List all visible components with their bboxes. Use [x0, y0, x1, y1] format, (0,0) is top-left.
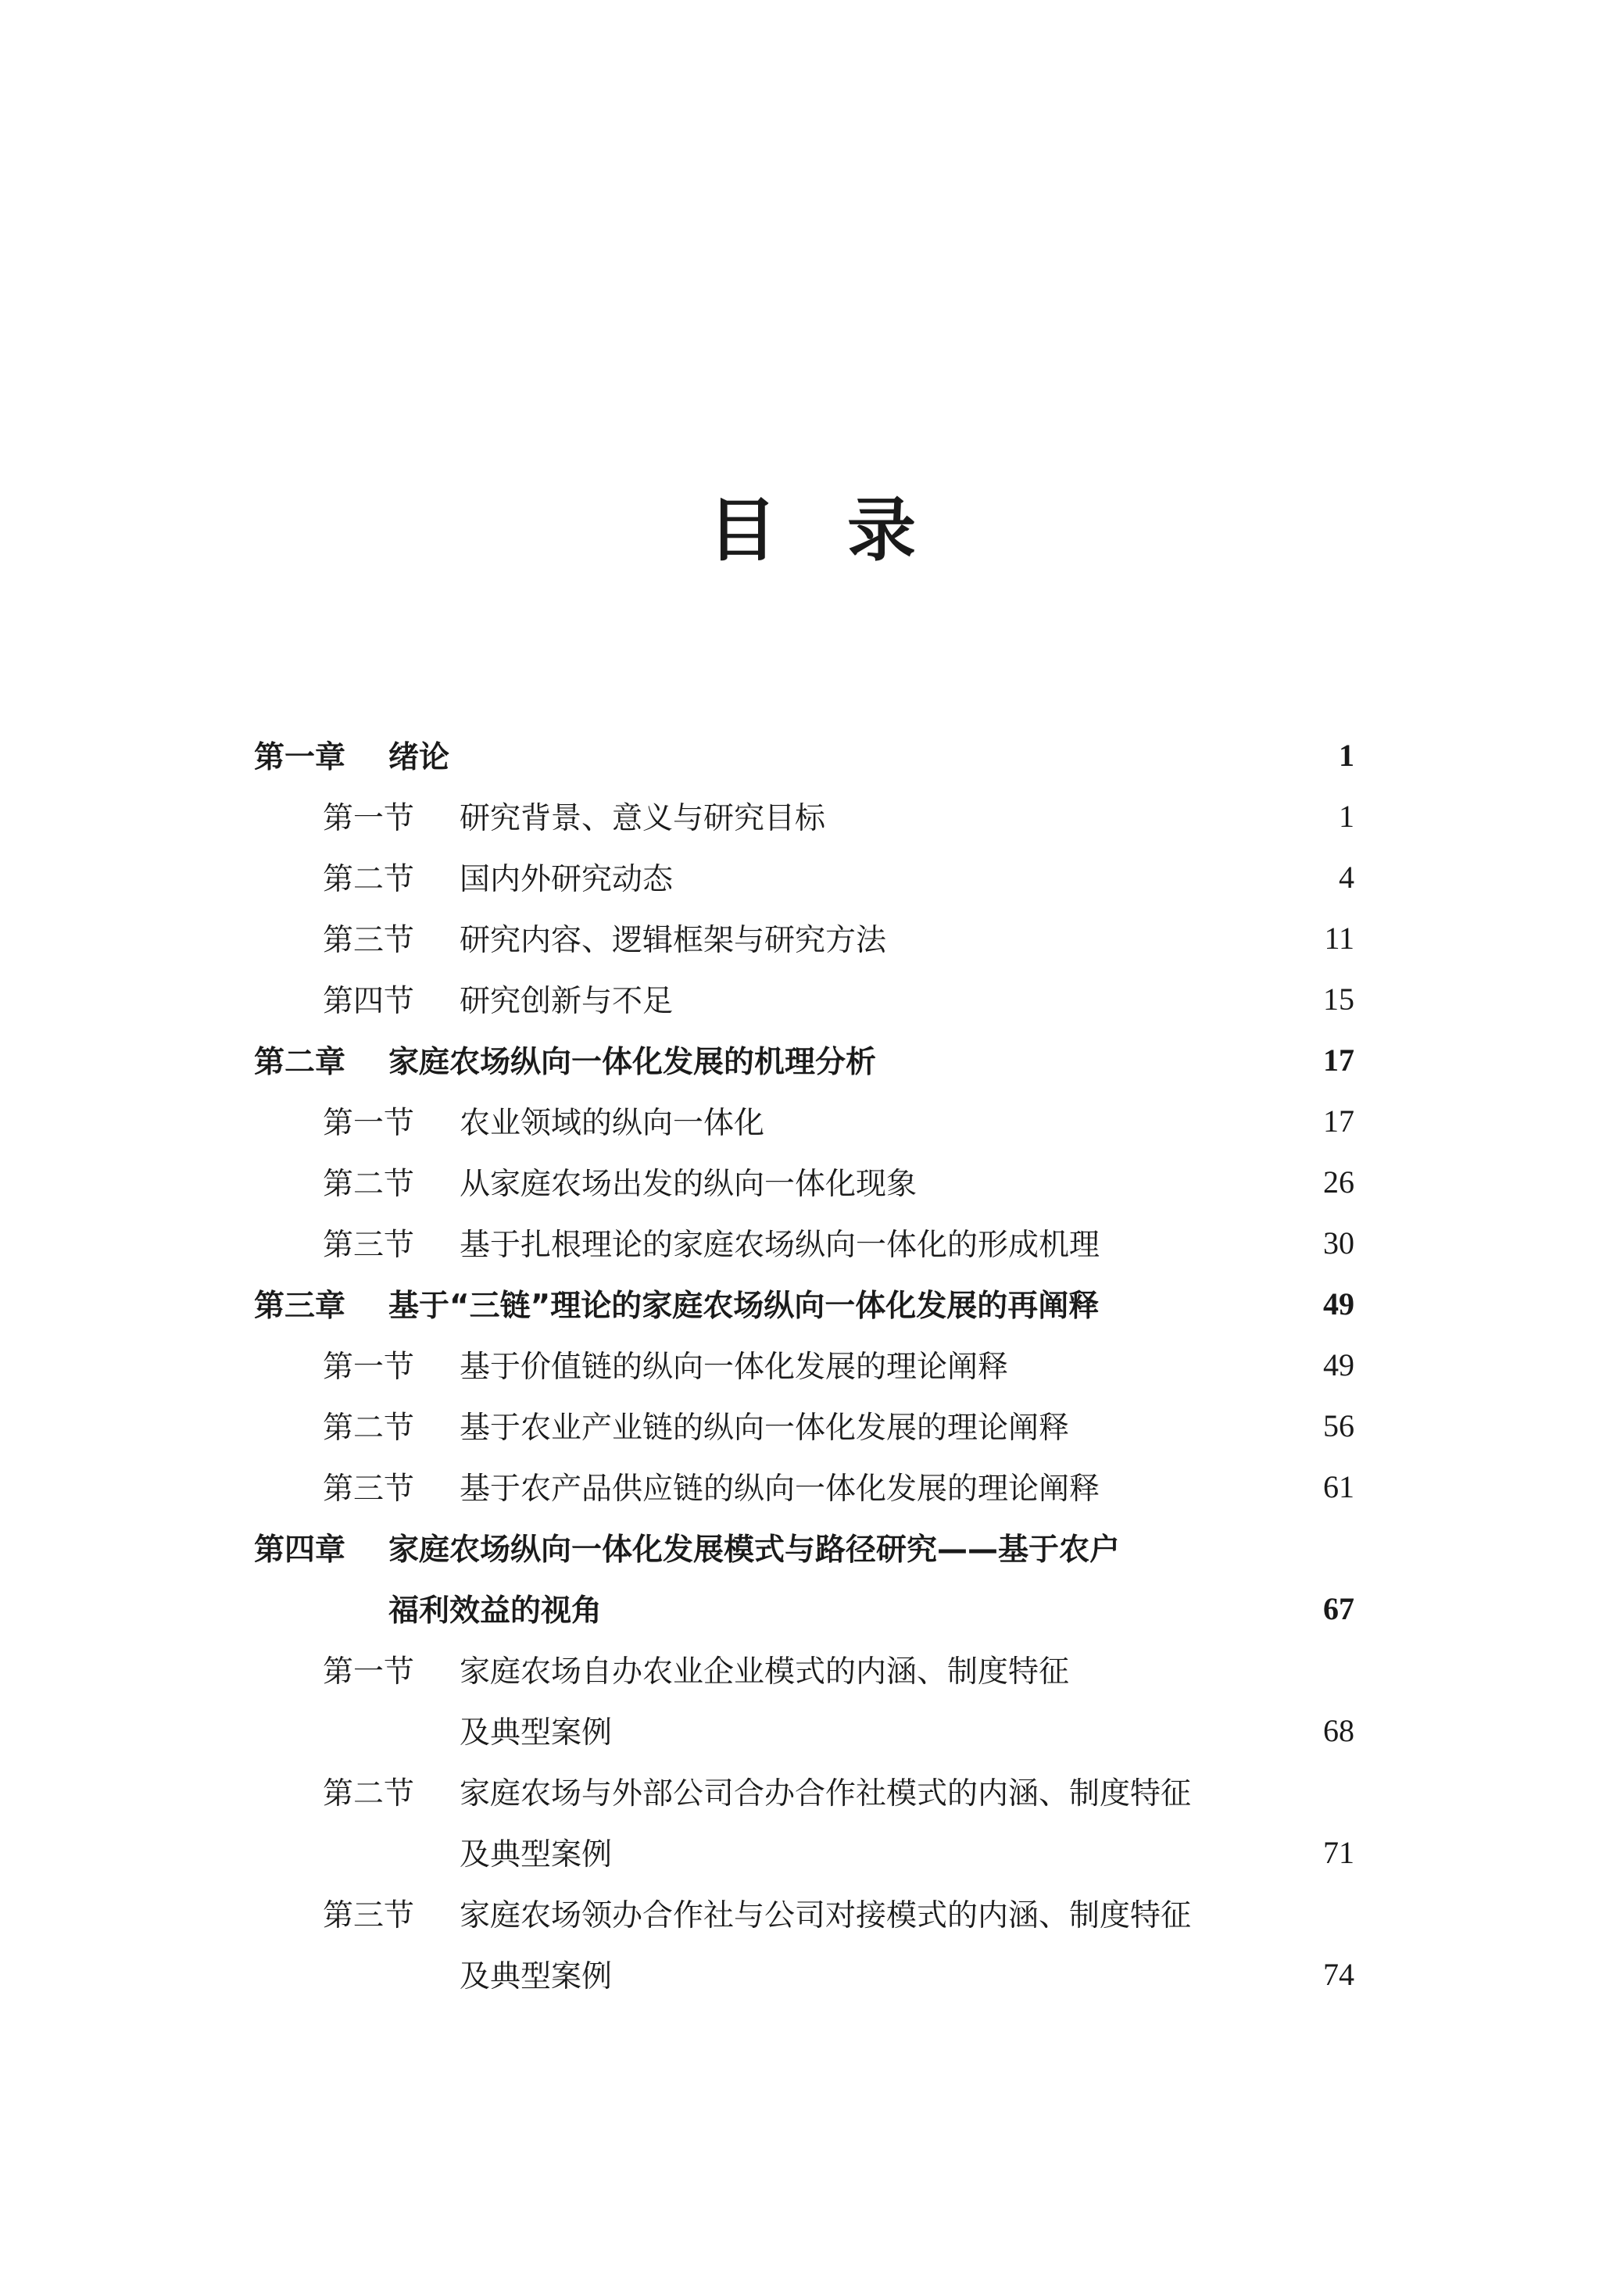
toc-entry-label: 第一节 — [323, 1106, 415, 1141]
toc-section-1-3[interactable] — [323, 910, 1354, 966]
toc-entry-label: 第四节 — [323, 984, 415, 1019]
toc-section-3-1[interactable] — [323, 1336, 1354, 1393]
dot-leader — [628, 1702, 1312, 1758]
toc-entry-title: 福利效益的视角 — [388, 1593, 603, 1629]
toc-entry-label: 第二节 — [323, 862, 415, 897]
toc-section-4-2[interactable] — [323, 1763, 1354, 1819]
toc-entry-title: 家庭农场自办农业企业模式的内涵、制度特征 — [460, 1654, 1070, 1690]
toc-section-3-2[interactable] — [323, 1397, 1354, 1454]
toc-entry-title: 及典型案例 — [460, 1837, 613, 1872]
toc-entry-page: 71 — [1323, 1834, 1354, 1870]
dot-leader — [617, 1580, 1312, 1636]
toc-entry-title: 基于扎根理论的家庭农场纵向一体化的形成机理 — [460, 1228, 1100, 1263]
dot-leader — [628, 1824, 1312, 1880]
toc-entry-label: 第二节 — [323, 1167, 415, 1202]
toc-entry-title: 基于农产品供应链的纵向一体化发展的理论阐释 — [460, 1472, 1100, 1507]
toc-entry-page: 56 — [1323, 1407, 1354, 1443]
toc-section-3-3[interactable] — [323, 1458, 1354, 1515]
toc-section-4-2-continued[interactable] — [460, 1824, 1354, 1880]
toc-chapter-4[interactable] — [254, 1519, 1354, 1575]
toc-entry-title: 家庭农场纵向一体化发展的机理分析 — [388, 1045, 877, 1080]
toc-entry-page: 67 — [1323, 1590, 1354, 1626]
toc-entry-title: 基于“三链”理论的家庭农场纵向一体化发展的再阐释 — [388, 1289, 1100, 1324]
toc-entry-label: 第二节 — [323, 1776, 415, 1811]
toc-entry-title: 基于农业产业链的纵向一体化发展的理论阐释 — [460, 1411, 1070, 1446]
toc-entry-title: 国内外研究动态 — [460, 862, 674, 897]
toc-section-1-4[interactable] — [323, 971, 1354, 1027]
dot-leader — [465, 727, 1328, 783]
toc-entry-label: 第四章 — [254, 1532, 346, 1568]
toc-chapter-2[interactable] — [254, 1032, 1354, 1088]
toc-section-1-2[interactable] — [323, 849, 1354, 905]
toc-entry-page: 17 — [1323, 1042, 1354, 1078]
toc-chapter-4-continued[interactable] — [388, 1580, 1354, 1636]
toc-entry-page: 49 — [1323, 1286, 1354, 1321]
toc-entry-title: 研究内容、逻辑框架与研究方法 — [460, 923, 887, 958]
toc-entry-title: 家庭农场纵向一体化发展模式与路径研究——基于农户 — [388, 1532, 1121, 1568]
toc-entry-label: 第二章 — [254, 1045, 346, 1080]
toc-entry-page: 30 — [1323, 1225, 1354, 1261]
toc-entry-label: 第三节 — [323, 1472, 415, 1507]
dot-leader — [1114, 1275, 1312, 1332]
dot-leader — [1115, 1214, 1312, 1271]
toc-section-1-1[interactable] — [323, 788, 1354, 844]
toc-section-2-3[interactable] — [323, 1214, 1354, 1271]
toc-entry-page: 17 — [1323, 1103, 1354, 1139]
toc-chapter-3[interactable] — [254, 1275, 1354, 1332]
toc-section-2-1[interactable] — [323, 1093, 1354, 1149]
dot-leader — [780, 1093, 1312, 1149]
toc-entry-label: 第三节 — [323, 1898, 415, 1933]
toc-entry-title: 及典型案例 — [460, 1715, 613, 1751]
toc-entry-label: 第三章 — [254, 1289, 346, 1324]
toc-entry-label: 第三节 — [323, 1228, 415, 1263]
dot-leader — [1024, 1336, 1312, 1393]
toc-entry-page: 74 — [1323, 1956, 1354, 1992]
toc-entry-title: 及典型案例 — [460, 1959, 613, 1994]
toc-entry-title: 基于价值链的纵向一体化发展的理论阐释 — [460, 1350, 1009, 1385]
toc-entry-page: 1 — [1339, 798, 1354, 834]
dot-leader — [932, 1153, 1312, 1210]
toc-section-4-1[interactable] — [323, 1641, 1354, 1697]
dot-leader — [841, 788, 1328, 844]
toc-entry-title: 绪论 — [388, 740, 450, 775]
toc-entry-page: 26 — [1323, 1164, 1354, 1200]
dot-leader — [1115, 1458, 1312, 1515]
toc-entry-page: 49 — [1323, 1347, 1354, 1382]
toc-entry-label: 第一节 — [323, 801, 415, 836]
toc-section-2-2[interactable] — [323, 1153, 1354, 1210]
dot-leader — [689, 971, 1312, 1027]
dot-leader — [892, 1032, 1312, 1088]
toc-entry-title: 农业领域的纵向一体化 — [460, 1106, 765, 1141]
toc-entry-page: 1 — [1339, 737, 1354, 773]
toc-entry-title: 从家庭农场出发的纵向一体化现象 — [460, 1167, 918, 1202]
toc-entry-page: 68 — [1323, 1712, 1354, 1748]
toc-entry-page: 11 — [1324, 920, 1354, 956]
toc-entry-label: 第三节 — [323, 923, 415, 958]
toc-entry-label: 第一节 — [323, 1350, 415, 1385]
page-title-char-1: 目 — [707, 489, 777, 570]
dot-leader — [689, 849, 1328, 905]
toc-section-4-1-continued[interactable] — [460, 1702, 1354, 1758]
toc-entry-label: 第二节 — [323, 1411, 415, 1446]
toc-entry-title: 研究创新与不足 — [460, 984, 674, 1019]
toc-entry-label: 第一节 — [323, 1654, 415, 1690]
toc-entry-title: 研究背景、意义与研究目标 — [460, 801, 826, 836]
toc-section-4-3-continued[interactable] — [460, 1946, 1354, 2002]
toc-entry-title: 家庭农场领办合作社与公司对接模式的内涵、制度特征 — [460, 1898, 1192, 1933]
toc-chapter-1[interactable] — [254, 727, 1354, 783]
toc-section-4-3[interactable] — [323, 1885, 1354, 1941]
dot-leader — [1085, 1397, 1312, 1454]
dot-leader — [902, 910, 1313, 966]
toc-entry-page: 4 — [1339, 859, 1354, 895]
toc-entry-title: 家庭农场与外部公司合办合作社模式的内涵、制度特征 — [460, 1776, 1192, 1811]
toc-entry-page: 15 — [1323, 981, 1354, 1017]
toc-entry-label: 第一章 — [254, 740, 346, 775]
page-title-char-2: 录 — [847, 489, 917, 570]
toc-entry-page: 61 — [1323, 1468, 1354, 1504]
dot-leader — [628, 1946, 1312, 2002]
